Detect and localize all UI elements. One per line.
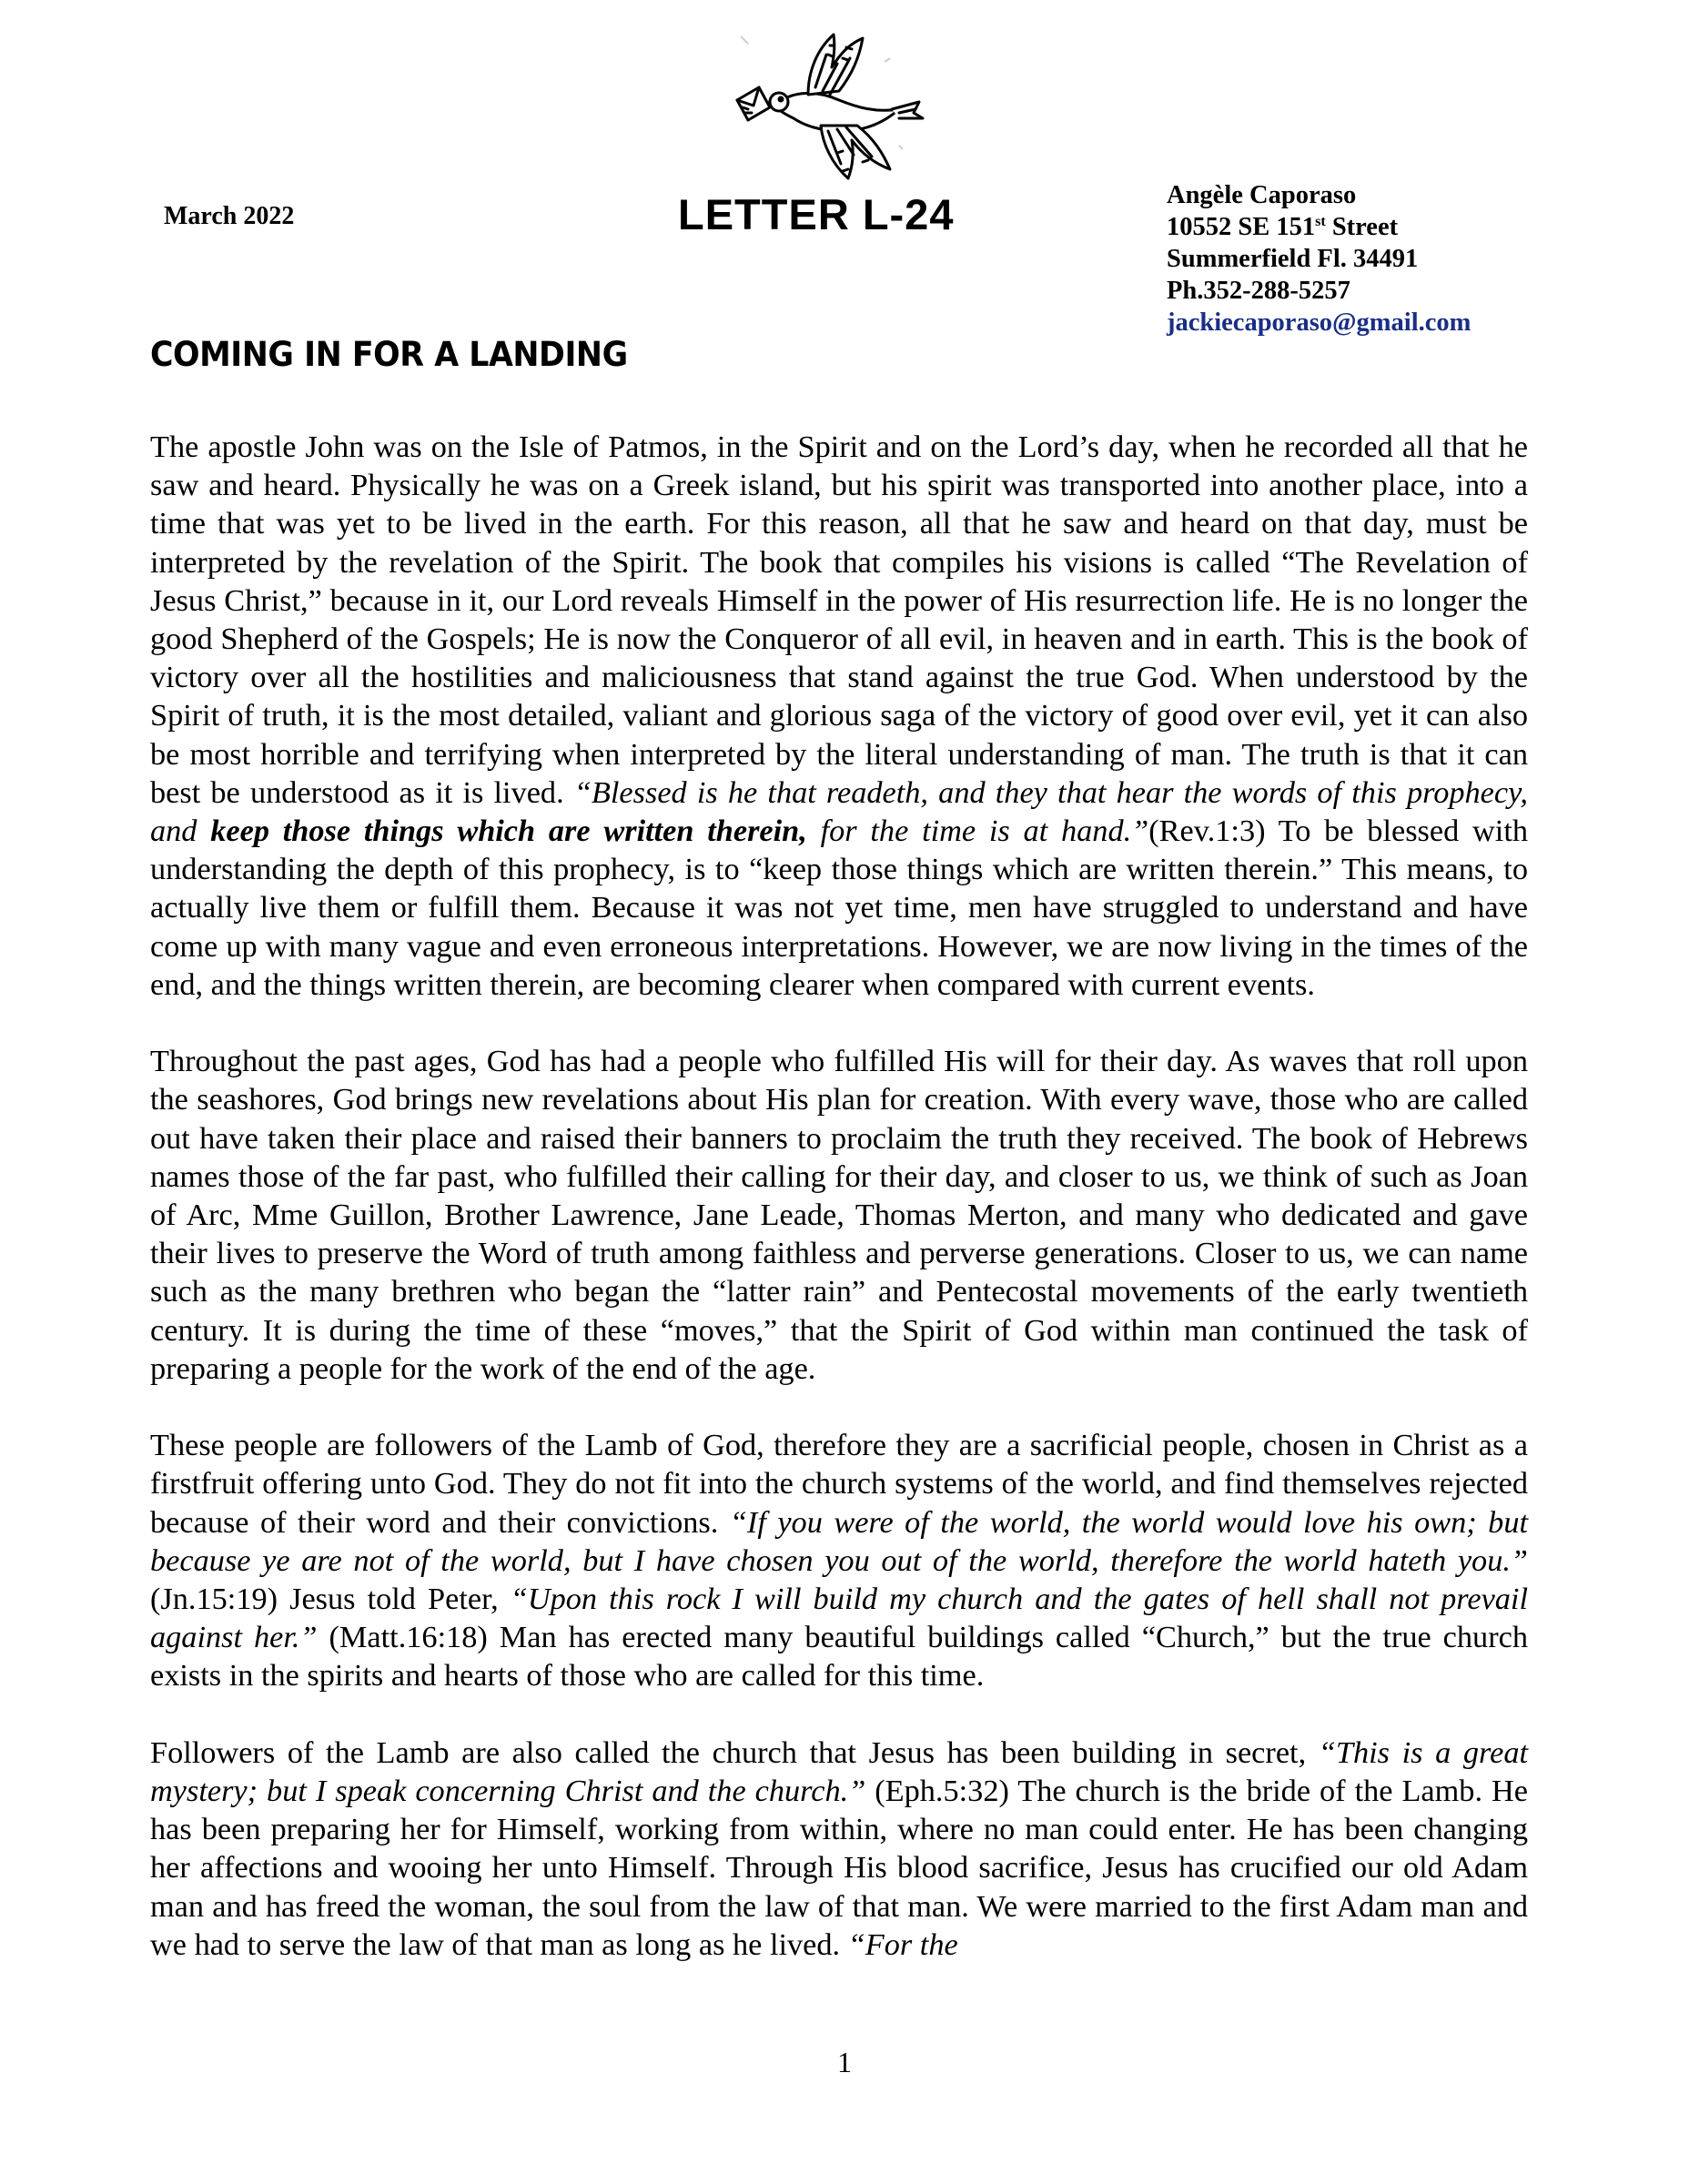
dove-with-letter-icon (721, 18, 930, 191)
letter-body (150, 428, 1528, 2002)
section-heading: COMING IN FOR A LANDING (150, 335, 628, 374)
letter-title: LETTER L-24 (678, 190, 955, 238)
sender-email-link[interactable]: jackiecaporaso@gmail.com (1167, 308, 1472, 337)
sender-city: Summerfield Fl. 34491 (1167, 245, 1419, 273)
paragraph: Throughout the past ages, God has had a people who fulfilled His will for their day. As waves that roll upon the seashores, God brings new revelations about His plan for creation. With every wave, those who are called out have taken their place and raised their banners to proclaim the truth they received. The book of Hebrews names those of the far past, who fulfilled their calling for their day, and closer to us, we think of such as Joan of Arc, Mme Guillon, Brother Lawrence, Jane Leade, Thomas Merton, and many who dedicated and gave their lives to preserve the Word of truth among faithless and perverse generations. Closer to us, we can name such as the many brethren who began the “latter rain” and Pentecostal movements of the early twentieth century. It is during the time of these “moves,” that the Spirit of God within man continued the task of preparing a people for the work of the end of the age. (150, 1044, 1528, 1386)
sender-name: Angèle Caporaso (1167, 181, 1357, 209)
sender-street: 10552 SE 151st Street (1167, 213, 1399, 241)
page-number: 1 (837, 2046, 852, 2078)
paragraph: These people are followers of the Lamb of God, therefore they are a sacrificial people, chosen in Christ as a firstfruit offering unto God. They do not fit into the church systems of the world, and find themselves rejected because of their word and their convictions. “If you were of the world, the world would love his own; but because ye are not of the world, but I have chosen you out of the world, therefore the world hateth you.” (Jn.15:19) Jesus told Peter, “Upon this rock I will build my church and the gates of hell shall not prevail against her.” (Matt.16:18) Man has erected many beautiful buildings called “Church,” but the true church exists in the spirits and hearts of those who are called for this time. (150, 1428, 1528, 1694)
sender-address (1167, 179, 1471, 339)
paragraph: Followers of the Lamb are also called the church that Jesus has been building in secret, “This is a great mystery; but I speak concerning Christ and the church.” (Eph.5:32) The church is the bride of the Lamb. He has been preparing her for Himself, working from within, where no man could enter. He has been changing her affections and wooing her unto Himself. Through His blood sacrifice, Jesus has crucified our old Adam man and has freed the woman, the soul from the law of that man. We were married to the first Adam man and we had to serve the law of that man as long as he lived. “For the (150, 1734, 1529, 1962)
paragraph: The apostle John was on the Isle of Patmos, in the Spirit and on the Lord’s day, when he recorded all that he saw and heard. Physically he was on a Greek island, but his spirit was transported into another place, into a time that was yet to be lived in the earth. For this reason, all that he saw and heard on that day, must be interpreted by the revelation of the Spirit. The book that compiles his visions is called “The Revelation of Jesus Christ,” because in it, our Lord reveals Himself in the power of His resurrection life. He is no longer the good Shepherd of the Gospels; He is now the Conqueror of all evil, in heaven and in earth. This is the book of victory over all the hostilities and maliciousness that stand against the true God. When understood by the Spirit of truth, it is the most detailed, valiant and glorious saga of the victory of good over evil, yet it can also be most horrible and terrifying when interpreted by the literal understanding of man. The truth is that it can best be understood as it is lived. “Blessed is he that readeth, and they that hear the words of this prophecy, and keep those things which are written therein, for the time is at hand.”(Rev.1:3) To be blessed with understanding the depth of this prophecy, is to “keep those things which are written therein.” This means, to actually live them or fulfill them. Because it was not yet time, men have struggled to understand and have come up with many vague and even erroneous interpretations. However, we are now living in the times of the end, and the things written therein, are becoming clearer when compared with current events. (150, 430, 1529, 1002)
letter-date: March 2022 (164, 202, 295, 230)
sender-phone: Ph.352-288-5257 (1167, 277, 1350, 305)
